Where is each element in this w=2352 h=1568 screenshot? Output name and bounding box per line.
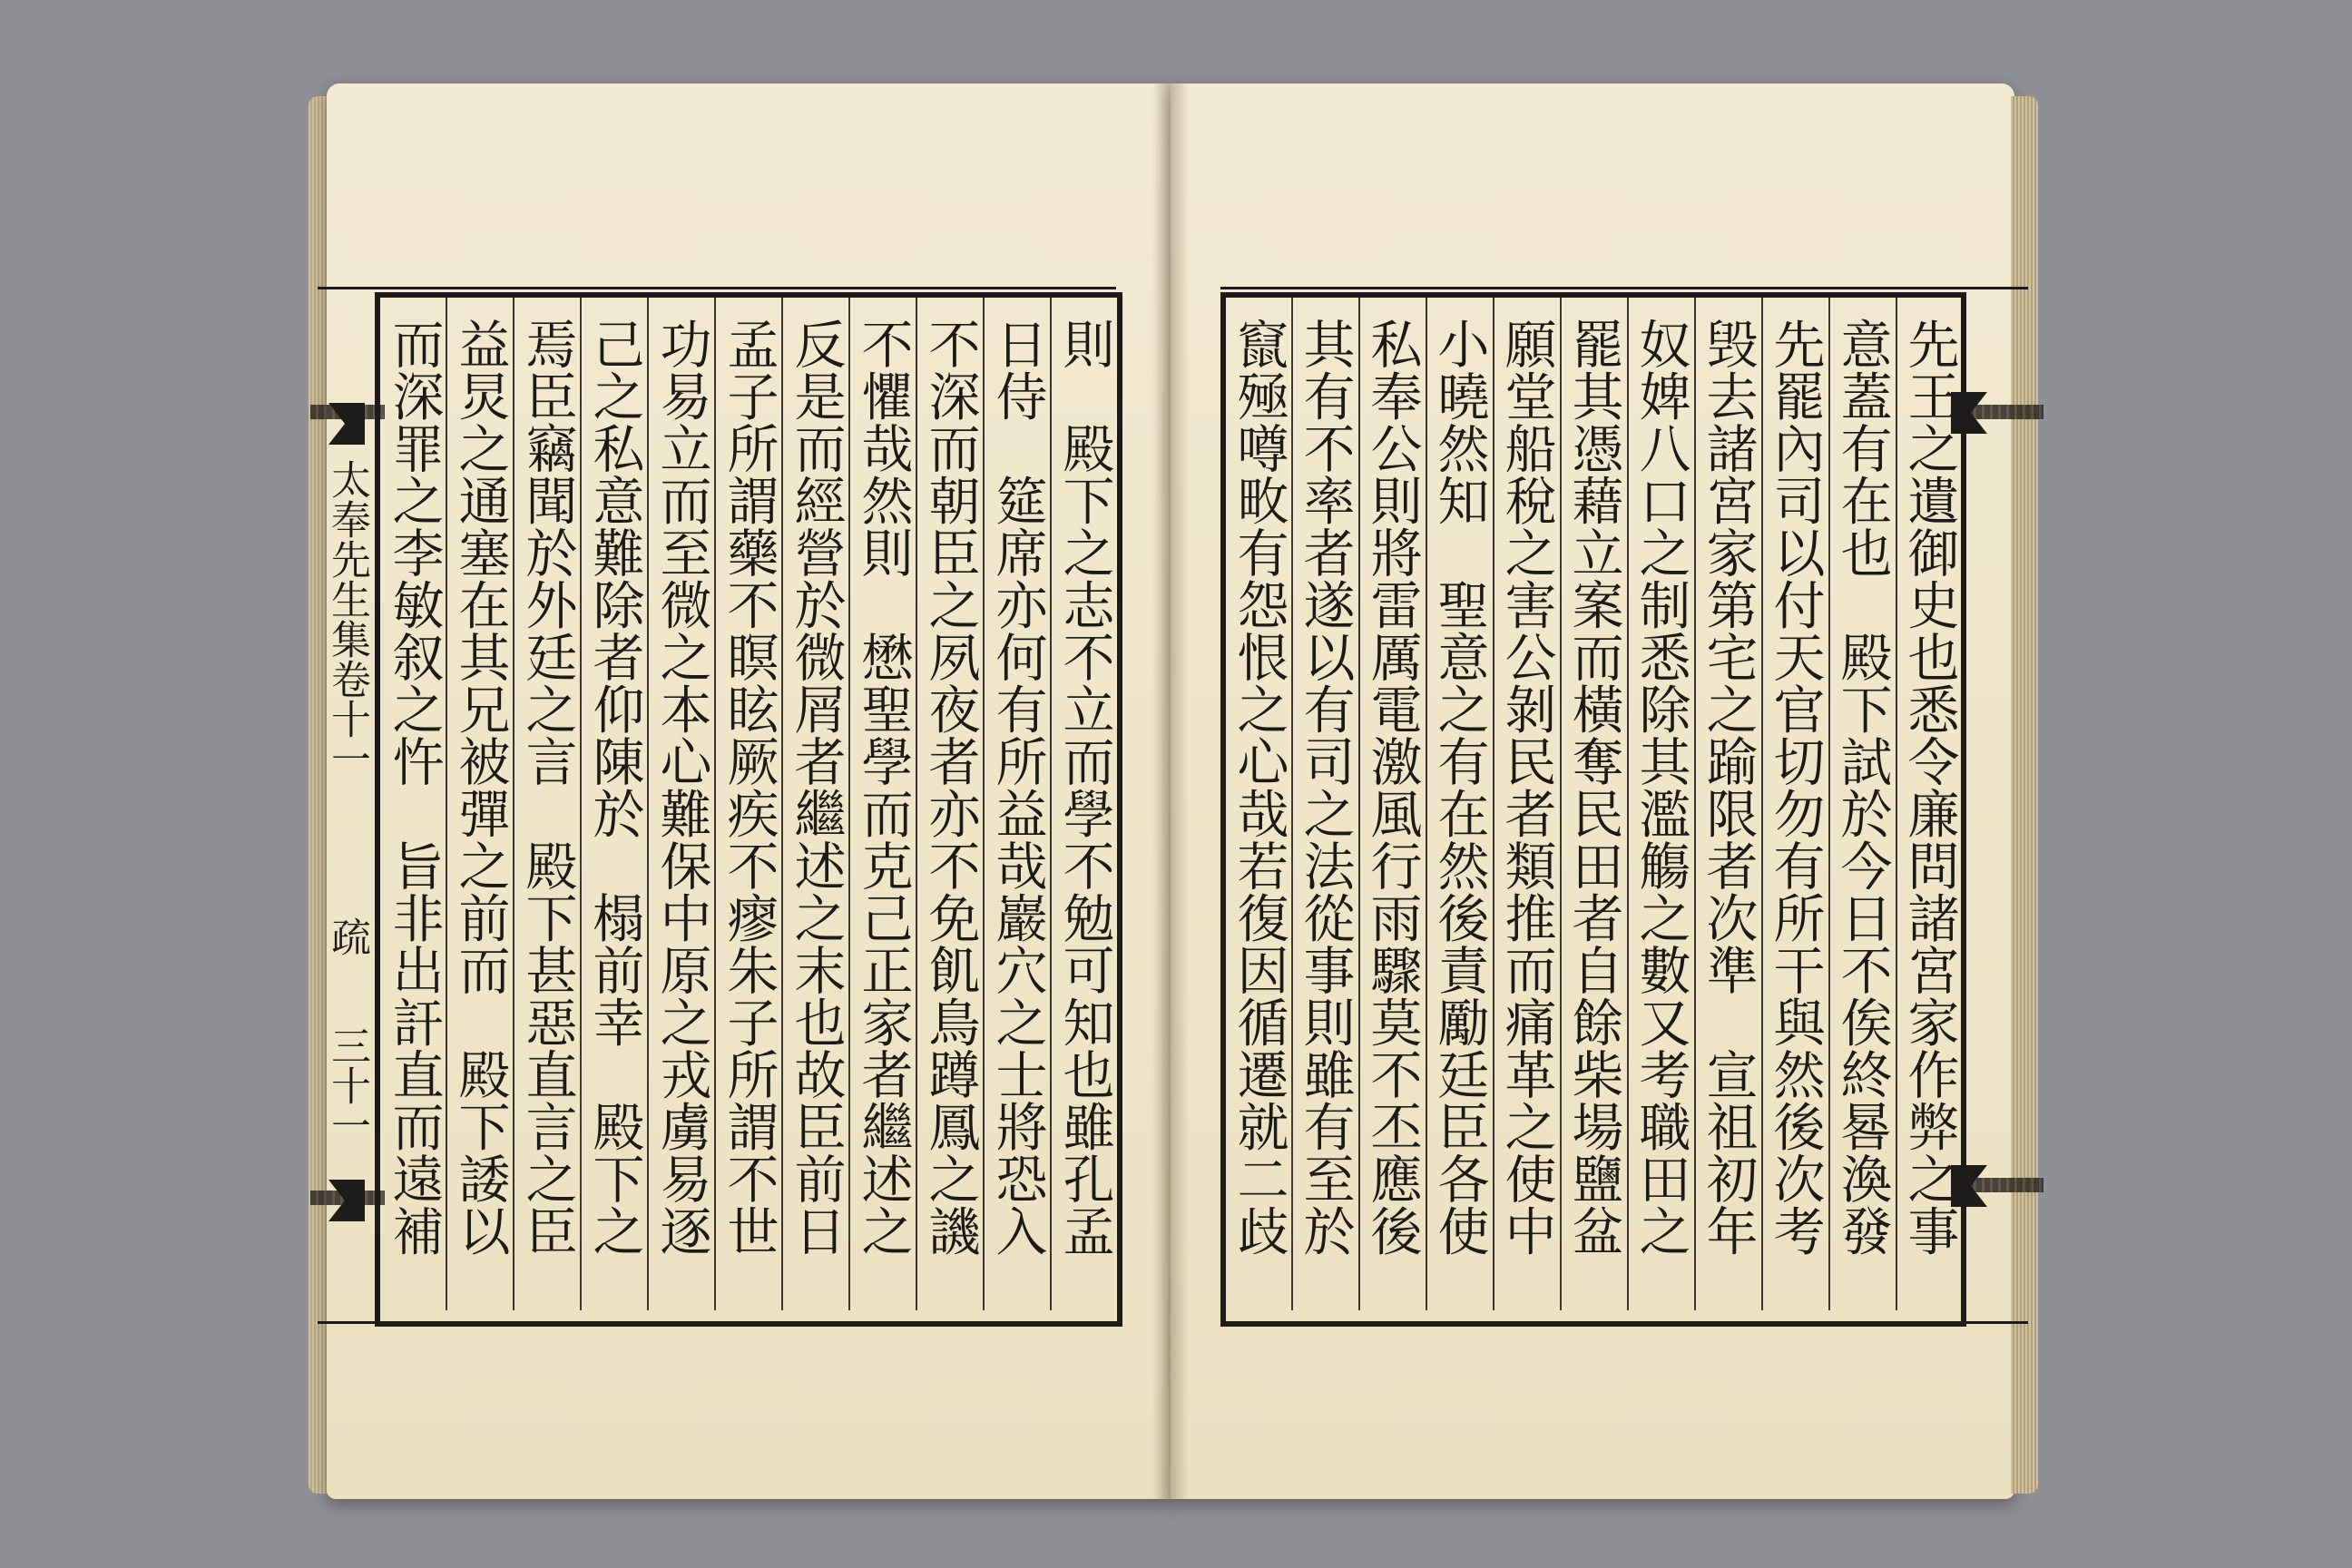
column-rule — [1291, 298, 1293, 1310]
text-column: 毁去諸宮家第宅之踰限者次準 宣祖初年 — [1698, 318, 1758, 1257]
column-rule — [513, 298, 514, 1310]
column-rule — [848, 298, 850, 1310]
book-gutter — [1152, 83, 1189, 1499]
text-column: 不懼哉然則 懋聖學而克己正家者繼述之 — [853, 318, 913, 1257]
column-rule — [1358, 298, 1360, 1310]
text-column: 反是而經營於微屑者繼述之末也故臣前日 — [786, 318, 846, 1257]
text-column: 己之私意難除者仰陳於 榻前幸 殿下之 — [584, 318, 644, 1257]
column-rule — [1828, 298, 1830, 1310]
text-column: 焉臣竊聞於外廷之言 殿下甚惡直言之臣 — [517, 318, 577, 1257]
text-column: 竄殛噂畋有怨恨之心哉若復因循遷就二歧 — [1229, 318, 1289, 1257]
text-column: 而深罪之李敏叙之忤 旨非出訐直而遠補 — [384, 318, 444, 1257]
text-column: 奴婢八口之制悉除其濫觴之數又考職田之 — [1631, 318, 1690, 1257]
column-rule — [916, 298, 917, 1310]
column-rule — [983, 298, 985, 1310]
text-column: 不深而朝臣之夙夜者亦不免飢鳥蹲鳳之譏 — [920, 318, 980, 1257]
left-text-block — [375, 292, 1122, 1327]
right-text-block — [1220, 292, 1966, 1327]
text-column: 私奉公則將雷厲電激風行雨驟莫不丕應後 — [1362, 318, 1422, 1257]
column-rule — [1050, 298, 1052, 1310]
column-rule — [1426, 298, 1427, 1310]
text-column: 其有不率者遂以有司之法從事則雖有至於 — [1295, 318, 1355, 1257]
column-rule — [714, 298, 716, 1310]
text-column: 功易立而至微之本心難保中原之戎虜易逐 — [652, 318, 711, 1257]
left-margin-title: 太奉先生集卷十一 — [324, 459, 370, 779]
column-rule — [1560, 298, 1562, 1310]
text-column: 則 殿下之志不立而學不勉可知也雖孔孟 — [1054, 318, 1114, 1257]
text-column: 先王之遺御史也悉令廉問諸宮家作弊之事 — [1899, 318, 1959, 1257]
text-column: 罷其憑藉立案而橫奪民田者自餘柴場鹽盆 — [1563, 318, 1623, 1257]
text-column: 願堂船稅之害公剝民者類推而痛革之使中 — [1496, 318, 1556, 1257]
right-top-rule — [1220, 287, 2028, 289]
column-rule — [781, 298, 783, 1310]
text-column: 益炅之通塞在其兄被彈之前而 殿下諉以 — [450, 318, 510, 1257]
text-column: 先罷內司以付天官切勿有所干與然後次考 — [1765, 318, 1825, 1257]
column-rule — [1694, 298, 1696, 1310]
text-column: 日侍 筵席亦何有所益哉巖穴之士將恐入 — [987, 318, 1047, 1257]
left-margin-section: 疏 — [324, 916, 370, 956]
text-column: 孟子所謂藥不瞑眩厥疾不瘳朱子所謂不世 — [719, 318, 779, 1257]
left-margin-page: 三十一 — [324, 1025, 370, 1145]
text-column: 小曉然知 聖意之有在然後責勵廷臣各使 — [1429, 318, 1489, 1257]
column-rule — [1627, 298, 1629, 1310]
column-rule — [647, 298, 649, 1310]
column-rule — [580, 298, 582, 1310]
column-rule — [446, 298, 447, 1310]
column-rule — [1896, 298, 1897, 1310]
right-page-edges — [2011, 96, 2038, 1494]
left-top-rule — [318, 287, 1116, 289]
column-rule — [1761, 298, 1763, 1310]
text-column: 意蓋有在也 殿下試於今日不俟終晷渙發 — [1832, 318, 1892, 1257]
column-rule — [1493, 298, 1494, 1310]
